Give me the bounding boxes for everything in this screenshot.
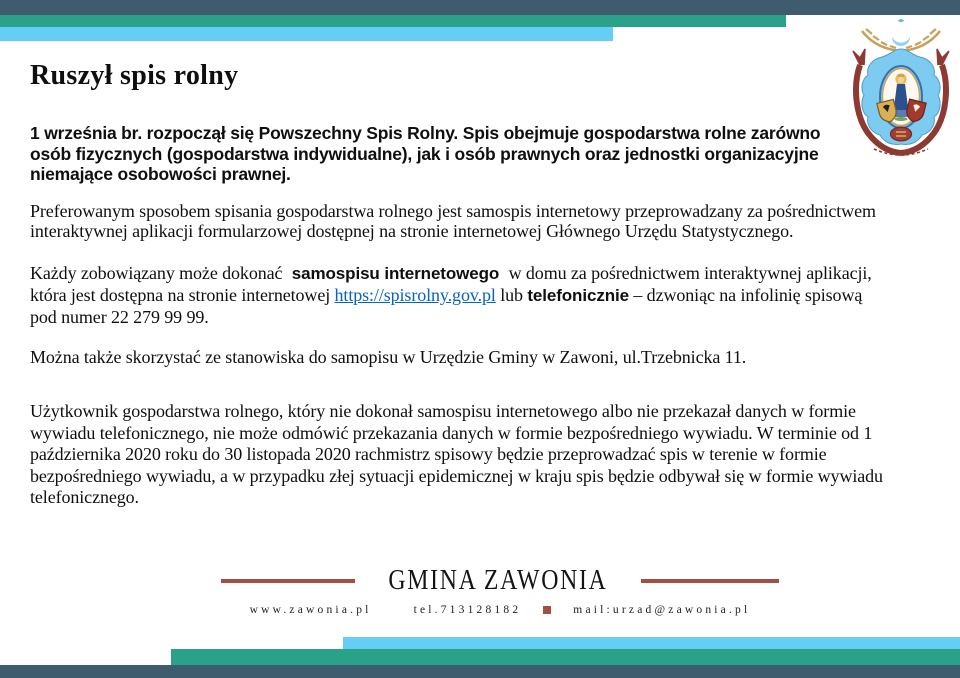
top-bar-navy (0, 0, 960, 15)
spisrolny-link[interactable]: https://spisrolny.gov.pl (334, 284, 496, 305)
paragraph-text: Każdy zobowiązany może dokonać (30, 263, 287, 284)
paragraph-text: w domu za pośrednictwem interaktywnej aplikacji, która jest dostępna na stronie internetowej (30, 263, 872, 305)
bold-phrase-by-phone: telefonicznie (527, 285, 629, 305)
intro-paragraph: 1 września br. rozpoczął się Powszechny Spis Rolny. Spis obejmuje gospodarstwa rolne zarówno osób fizycznych (gospodarstwa indywidualne), jak i osób prawnych oraz jednostki organizacyjne niemające osobowości prawnej. (30, 123, 821, 184)
separator-square-icon (543, 606, 551, 614)
org-name: GMINA ZAWONIA (388, 565, 608, 596)
bottom-bar-light-blue (343, 637, 960, 649)
bottom-bar-navy (0, 665, 960, 678)
left-rule (221, 579, 355, 583)
paragraph-self-enumeration: Preferowanym sposobem spisania gospodarstwa rolnego jest samospis internetowy przeprowadzany za pośrednictwem interaktywnej aplikacji formularzowej dostępnej na stronie internetowej Głównego Urzędu Statystycznego. (30, 200, 876, 242)
crest-wreath (862, 19, 940, 51)
phone-text: tel.713128182 (413, 604, 522, 616)
paragraph-text: lub (495, 284, 528, 305)
top-bar-teal (0, 15, 786, 27)
paragraph-how-to-report (30, 263, 878, 327)
website-text: www.zawonia.pl (249, 604, 372, 616)
right-rule (641, 579, 779, 583)
article (30, 60, 930, 529)
top-bar-light-blue (0, 27, 613, 41)
paragraph-field-census: Użytkownik gospodarstwa rolnego, który nie dokonał samospisu internetowego albo nie przekazał danych w formie wywiadu telefonicznego, nie może odmówić przekazania danych w formie bezpośredniego wywiadu. W terminie od 1 października 2020 roku do 30 listopada 2020 rachmistrz spisowy będzie przeprowadzać spis w terenie w formie bezpośredniego wywiadu, a w przypadku złej sytuacji epidemicznej w kraju spis będzie odbywał się w formie wywiadu telefonicznego. (30, 401, 883, 507)
bold-phrase-online-self-enumeration: samospisu internetowego (291, 264, 500, 284)
email-text: mail:urzad@zawonia.pl (573, 604, 751, 616)
paragraph-text: – dzwoniąc na infolinię spisową pod numer 22 279 99 99. (30, 284, 863, 327)
org-name-row (40, 566, 960, 596)
paragraph-office-station: Można także skorzystać ze stanowiska do samopisu w Urzędzie Gminy w Zawoni, ul.Trzebnicka 11. (30, 347, 747, 368)
contact-row (40, 604, 960, 616)
bottom-bar-teal (171, 649, 960, 665)
footer (40, 566, 960, 616)
page-title: Ruszył spis rolny (30, 60, 239, 91)
